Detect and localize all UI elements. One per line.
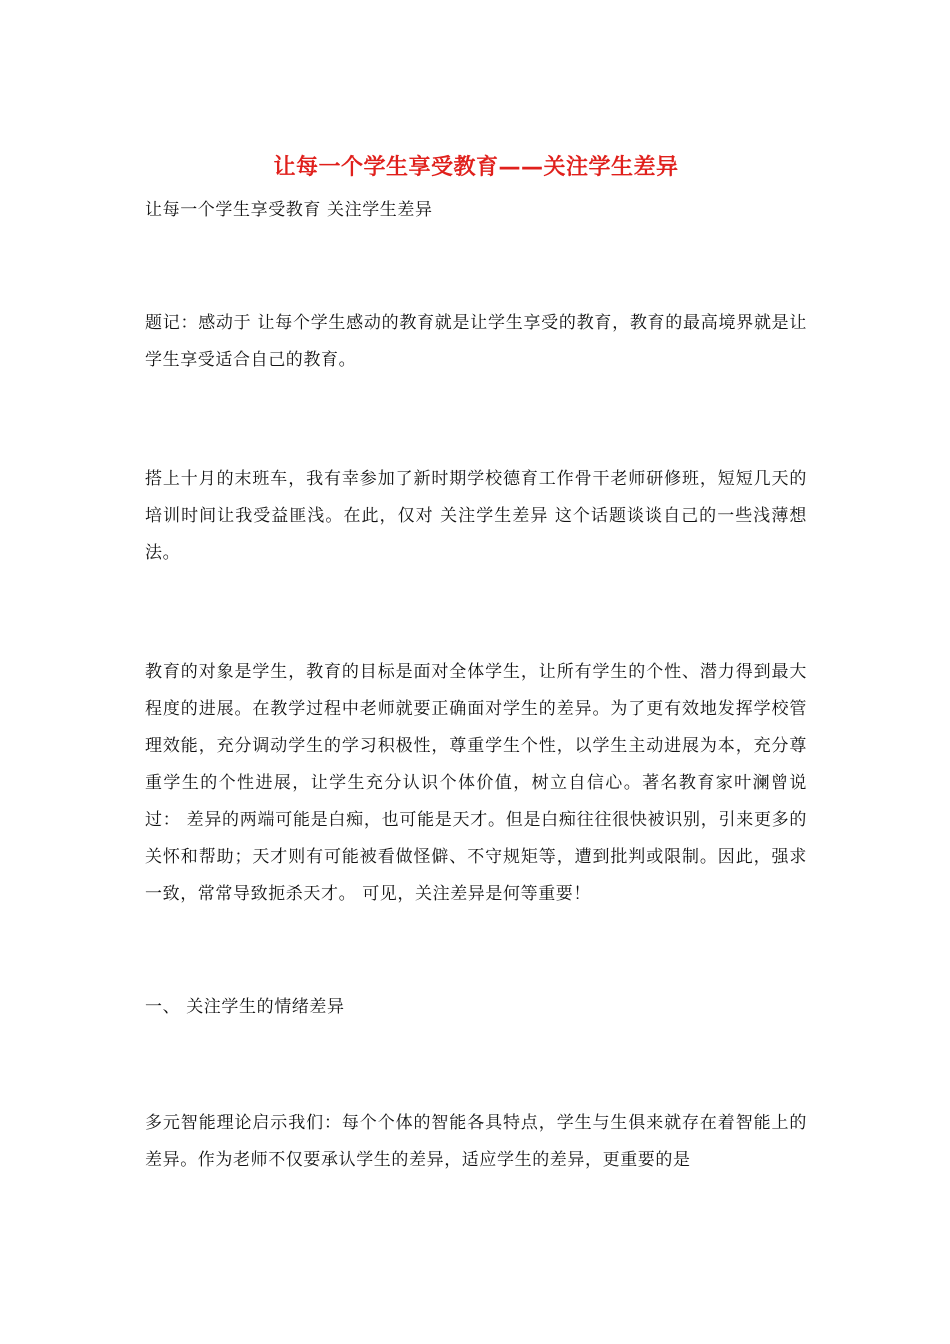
paragraph-epigraph: 题记：感动于 让每个学生感动的教育就是让学生享受的教育，教育的最高境界就是让学生享受适合自己的教育。: [145, 313, 807, 370]
document-body: [145, 150, 807, 1179]
document-title: 让每一个学生享受教育——关注学生差异: [273, 155, 679, 180]
document-subtitle: 让每一个学生享受教育 关注学生差异: [145, 200, 433, 220]
paragraph-multiple-intelligence: 多元智能理论启示我们：每个个体的智能各具特点，学生与生俱来就存在着智能上的差异。作为老师不仅要承认学生的差异，适应学生的差异，更重要的是: [145, 1113, 807, 1170]
paragraph-main: 教育的对象是学生，教育的目标是面对全体学生，让所有学生的个性、潜力得到最大程度的进展。在教学过程中老师就要正确面对学生的差异。为了更有效地发挥学校管理效能，充分调动学生的学习积极性，尊重学生个性，以学生主动进展为本，充分尊重学生的个性进展，让学生充分认识个体价值，树立自信心。著名教育家叶澜曾说过： 差异的两端可能是白痴，也可能是天才。但是白痴往往很快被识别，引来更多的关怀和帮助；天才则有可能被看做怪僻、不守规矩等，遭到批判或限制。因此，强求一致，常常导致扼杀天才。 可见，关注差异是何等重要！: [145, 662, 807, 904]
section-heading-1: 一、 关注学生的情绪差异: [145, 997, 345, 1017]
paragraph-intro: 搭上十月的末班车，我有幸参加了新时期学校德育工作骨干老师研修班，短短几天的培训时间让我受益匪浅。在此，仅对 关注学生差异 这个话题谈谈自己的一些浅薄想法。: [145, 469, 807, 563]
